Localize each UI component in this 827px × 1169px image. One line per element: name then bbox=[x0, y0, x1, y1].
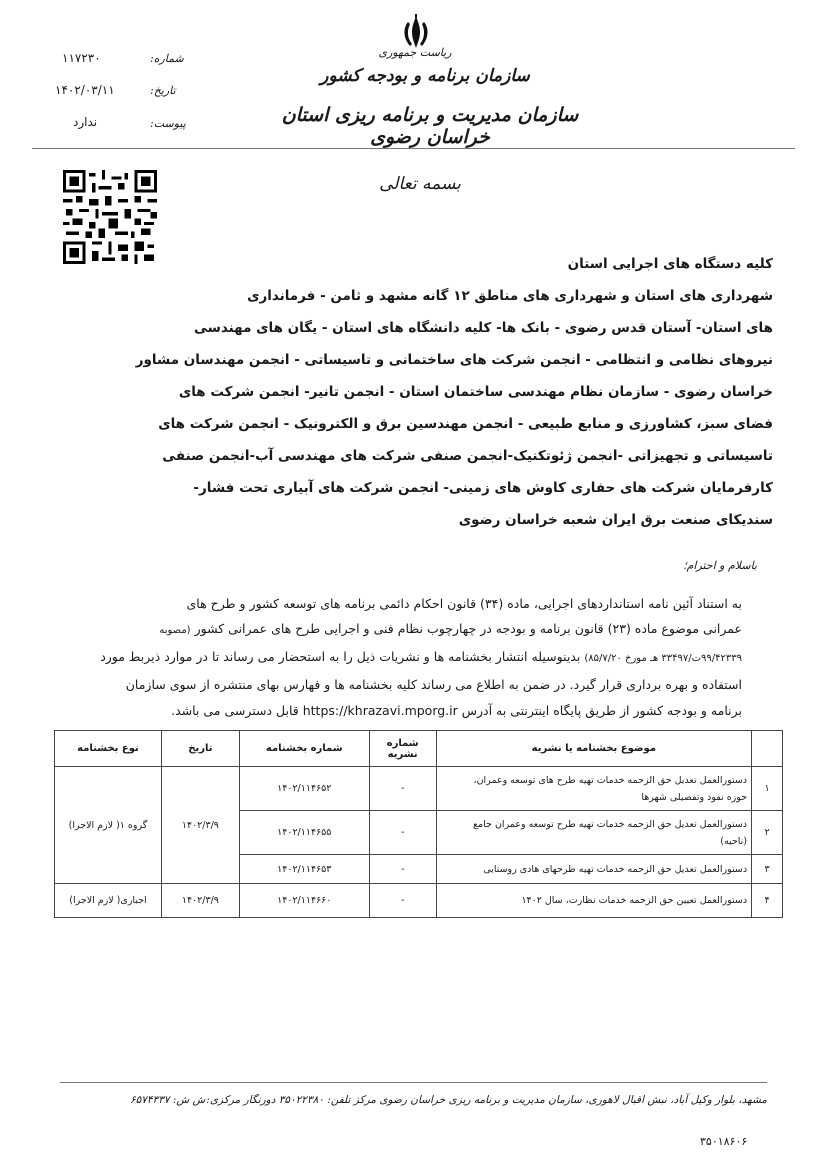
recipient-line: سندیکای صنعت برق ایران شعبه خراسان رضوی bbox=[458, 512, 773, 528]
group-date: ۱۴۰۲/۳/۹ bbox=[161, 767, 239, 884]
salutation: باسلام و احترام؛ bbox=[683, 559, 757, 572]
table-header-row bbox=[55, 731, 783, 767]
date-label: تاریخ: bbox=[150, 84, 176, 97]
attachment-value: ندارد bbox=[73, 115, 98, 129]
row-circular-no: ۱۴۰۲/۱۱۴۶۵۳ bbox=[239, 855, 369, 884]
date-value: ۱۴۰۲/۰۳/۱۱ bbox=[55, 83, 115, 97]
recipient-line: فضای سبز، کشاورزی و منابع طبیعی - انجمن مهندسین برق و الکترونیک - انجمن شرکت های bbox=[158, 416, 773, 432]
recipient-line: کارفرمایان شرکت های حفاری کاوش های زمینی- انجمن شرکت های آبیاری تحت فشار- bbox=[193, 480, 773, 496]
subject-line: (ناحیه) bbox=[720, 835, 748, 847]
body-line: استفاده و بهره برداری قرار گیرد. در ضمن به اطلاع می رساند کلیه بخشنامه ها و فهارس بهای منتشره از سوی سازمان bbox=[125, 677, 742, 692]
col-pubno-header: شماره نشریه bbox=[369, 731, 436, 767]
body-line bbox=[100, 649, 742, 664]
row-number: ۱ bbox=[752, 767, 783, 811]
attachment-label: پیوست: bbox=[150, 117, 186, 130]
body-line: برنامه و بودجه کشور از طریق پایگاه اینترنتی به آدرس https://khrazavi.mporg.ir قابل دسترسی می باشد. bbox=[171, 703, 742, 718]
qr-code-icon bbox=[63, 170, 157, 264]
table-row bbox=[55, 884, 783, 918]
body-reference: (مصوبه bbox=[159, 625, 191, 636]
number-label: شماره: bbox=[150, 52, 184, 65]
row-subject: دستورالعمل تعیین حق الزحمه خدمات نظارت، سال ۱۴۰۲ bbox=[436, 884, 751, 918]
subject-line: دستورالعمل تعدیل حق الزحمه خدمات تهیه طرح توسعه وعمران جامع bbox=[473, 818, 748, 830]
footer-fax: ش ش: ۶۵۷۴۳۳۷ bbox=[130, 1094, 206, 1106]
recipient-line: نیروهای نظامی و انتظامی - انجمن شرکت های ساختمانی و تاسیساتی - انجمن مهندسان مشاور bbox=[135, 352, 773, 368]
table-row bbox=[55, 767, 783, 811]
group-type: گروه ۱( لازم الاجرا) bbox=[55, 767, 162, 884]
row-circular-no: ۱۴۰۲/۱۱۴۶۵۲ bbox=[239, 767, 369, 811]
footer-divider bbox=[60, 1082, 767, 1083]
row-subject bbox=[436, 767, 751, 811]
recipient-line: خراسان رضوی - سازمان نظام مهندسی ساختمان استان - انجمن تانیر- انجمن شرکت های bbox=[178, 384, 773, 400]
subject-line: دستورالعمل تعدیل حق الزحمه خدمات تهیه طرح های توسعه وعمران، bbox=[473, 774, 748, 786]
number-value: ۱۱۷۲۳۰ bbox=[62, 51, 101, 65]
col-subject-header: موضوع بخشنامه یا نشریه bbox=[436, 731, 751, 767]
body-text: بدینوسیله انتشار بخشنامه ها و نشریات ذیل را به استحضار می رساند تا در موارد ذیربط مورد bbox=[100, 649, 581, 664]
row-pub-no: - bbox=[369, 767, 436, 811]
org-name-secondary: سازمان مدیریت و برنامه ریزی استان خراسان رضوی bbox=[281, 104, 579, 148]
subject-line: حوزه نفوذ وتفصیلی شهرها bbox=[641, 791, 748, 803]
bismillah: بسمه تعالی bbox=[379, 174, 461, 194]
header-divider bbox=[32, 148, 795, 149]
president-label: ریاست جمهوری bbox=[378, 46, 452, 59]
body-reference: ۹۹/۴۲۳۳۹ت/۳۳۴۹۷ هـ مورخ ۸۵/۷/۲۰) bbox=[584, 653, 742, 664]
col-circularno-header: شماره بخشنامه bbox=[239, 731, 369, 767]
body-line bbox=[159, 621, 742, 636]
row-number: ۲ bbox=[752, 811, 783, 855]
row-subject: دستورالعمل تعدیل حق الزحمه خدمات تهیه طرحهای هادی روستایی bbox=[436, 855, 751, 884]
body-line: به استناد آئین نامه استانداردهای اجرایی، ماده (۳۴) قانون احکام دائمی برنامه های توسعه کشور و طرح های bbox=[186, 596, 742, 611]
col-date-header: تاریخ bbox=[161, 731, 239, 767]
recipient-line: کلیه دستگاه های اجرایی استان bbox=[567, 256, 773, 272]
col-row-header bbox=[752, 731, 783, 767]
circulars-table bbox=[54, 730, 783, 918]
row-number: ۳ bbox=[752, 855, 783, 884]
row-pub-no: - bbox=[369, 884, 436, 918]
col-type-header: نوع بخشنامه bbox=[55, 731, 162, 767]
recipient-line: شهرداری های استان و شهرداری های مناطق ۱۲ گانه مشهد و ثامن - فرمانداری bbox=[247, 288, 773, 304]
row-subject bbox=[436, 811, 751, 855]
row-circular-no: ۱۴۰۲/۱۱۴۶۵۵ bbox=[239, 811, 369, 855]
recipient-line: های استان- آستان قدس رضوی - بانک ها- کلیه دانشگاه های استان - یگان های مهندسی bbox=[193, 320, 773, 336]
org-name-primary: سازمان برنامه و بودجه کشور bbox=[320, 66, 530, 86]
row-pub-no: - bbox=[369, 855, 436, 884]
row-type: اجباری( لازم الاجرا) bbox=[55, 884, 162, 918]
document-code: ۳۵۰۱۸۶۰۶ bbox=[700, 1135, 748, 1148]
footer-address: مشهد، بلوار وکیل آباد، نبش اقبال لاهوری، سازمان مدیریت و برنامه ریزی خراسان رضوی مرکز تلفن: ۳۵۰۲۲۳۸۰ دورنگار مرکزی: bbox=[206, 1094, 767, 1106]
recipient-line: تاسیساتی و تجهیزاتی -انجمن ژئوتکنیک-انجمن صنفی شرکت های مهندسی آب-انجمن صنفی bbox=[162, 448, 773, 464]
body-text: عمرانی موضوع ماده (۲۳) قانون برنامه و بودجه در چهارچوب نظام فنی و اجرایی طرح های عمرانی کشور bbox=[194, 621, 742, 636]
row-number: ۴ bbox=[752, 884, 783, 918]
row-pub-no: - bbox=[369, 811, 436, 855]
row-date: ۱۴۰۲/۳/۹ bbox=[161, 884, 239, 918]
row-circular-no: ۱۴۰۲/۱۱۴۶۶۰ bbox=[239, 884, 369, 918]
